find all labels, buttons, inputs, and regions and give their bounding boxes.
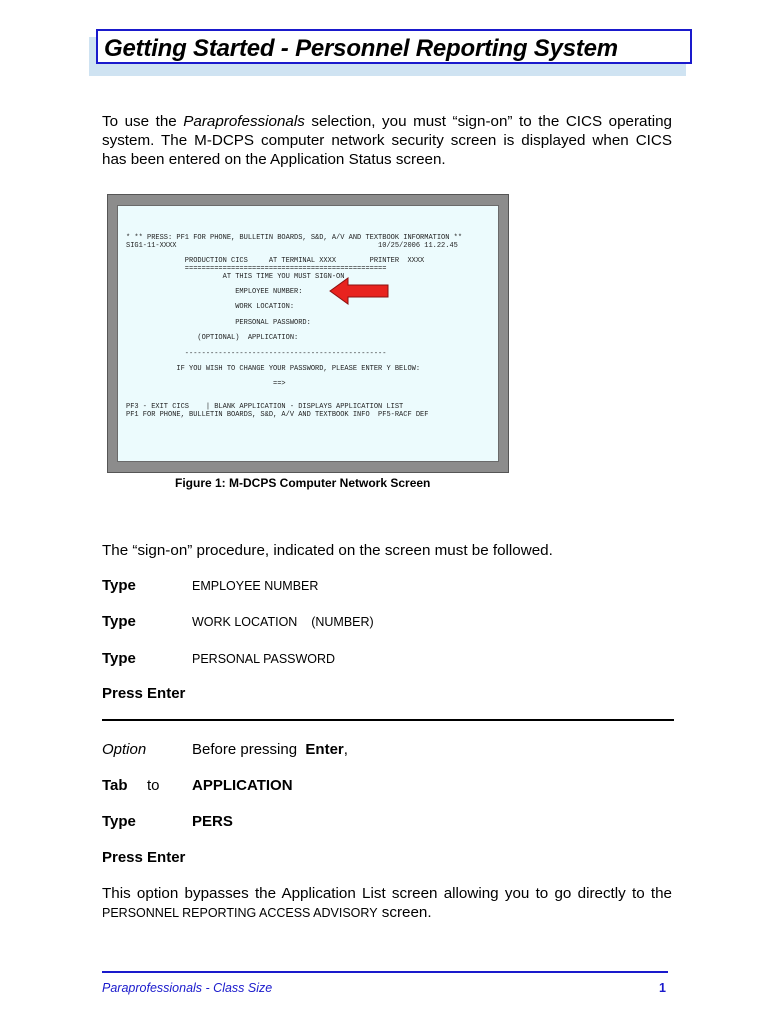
type-pers-value: PERS — [192, 813, 233, 830]
page-number: 1 — [659, 981, 666, 995]
terminal-screen — [117, 205, 499, 462]
intro-paragraph — [102, 112, 672, 169]
tab-label: Tab — [102, 777, 128, 794]
step-2-value: WORK LOCATION (NUMBER) — [192, 615, 374, 629]
terminal-line: IF YOU WISH TO CHANGE YOUR PASSWORD, PLEASE ENTER Y BELOW: — [126, 364, 421, 373]
page-title: Getting Started - Personnel Reporting System — [104, 35, 618, 62]
type-pers-label: Type — [102, 813, 136, 830]
footer-divider — [102, 971, 668, 973]
closing-paragraph — [102, 884, 672, 923]
option-text — [192, 741, 348, 758]
option-text-after: , — [343, 741, 348, 758]
procedure-intro: The “sign-on” procedure, indicated on the screen must be followed. — [102, 542, 553, 559]
option-text-before: Before pressing — [192, 741, 306, 758]
section-divider — [102, 719, 674, 721]
terminal-screenshot — [107, 194, 509, 473]
terminal-line: * ** PRESS: PF1 FOR PHONE, BULLETIN BOARDS, S&D, A/V AND TEXTBOOK INFORMATION ** — [126, 234, 463, 242]
intro-emphasis: Paraprofessionals — [183, 113, 305, 130]
closing-screen-name: PERSONNEL REPORTING ACCESS ADVISORY — [102, 906, 378, 920]
step-3-label: Type — [102, 650, 136, 667]
title-banner — [96, 29, 692, 64]
closing-text-before: This option bypasses the Application List screen allowing you to go directly to the — [102, 885, 672, 902]
option-enter-keyword: Enter — [305, 741, 344, 758]
tab-to-label: to — [147, 777, 160, 794]
terminal-line: EMPLOYEE NUMBER: — [126, 287, 303, 296]
step-1-value: EMPLOYEE NUMBER — [192, 579, 319, 593]
press-enter-2-label: Press Enter — [102, 849, 186, 866]
terminal-line: PERSONAL PASSWORD: — [126, 318, 311, 327]
terminal-line: AT THIS TIME YOU MUST SIGN-ON — [126, 272, 345, 281]
terminal-line: ================================================ — [126, 264, 387, 273]
footer-document-title: Paraprofessionals - Class Size — [102, 981, 273, 995]
figure-caption: Figure 1: M-DCPS Computer Network Screen — [175, 476, 431, 490]
terminal-line: WORK LOCATION: — [126, 303, 295, 312]
intro-text-after: selection, you must “sign-on” to the CICS operating system. The M-DCPS computer network security screen is displayed when CICS has been entered on the Application Status screen. — [102, 113, 672, 168]
closing-text-after: screen. — [377, 904, 432, 921]
terminal-line: PF1 FOR PHONE, BULLETIN BOARDS, S&D, A/V AND TEXTBOOK INFO PF5-RACF DEF — [126, 411, 429, 420]
red-arrow-icon — [328, 277, 390, 305]
terminal-line: SIG1-11-XXXX 10/25/2006 11.22.45 — [126, 241, 458, 250]
terminal-line: PF3 - EXIT CICS | BLANK APPLICATION - DISPLAYS APPLICATION LIST — [126, 403, 404, 412]
step-2-label: Type — [102, 613, 136, 630]
press-enter-label: Press Enter — [102, 685, 186, 702]
option-label: Option — [102, 741, 147, 758]
step-1-label: Type — [102, 577, 136, 594]
terminal-line: ------------------------------------------------ — [126, 349, 387, 358]
terminal-line: (OPTIONAL) APPLICATION: — [126, 334, 299, 343]
terminal-line: PRODUCTION CICS AT TERMINAL XXXX PRINTER XXXX — [126, 257, 425, 266]
intro-text-before: To use the — [102, 113, 184, 130]
step-3-value: PERSONAL PASSWORD — [192, 652, 336, 666]
terminal-line: ==> — [126, 380, 286, 389]
tab-target-value: APPLICATION — [192, 777, 293, 794]
